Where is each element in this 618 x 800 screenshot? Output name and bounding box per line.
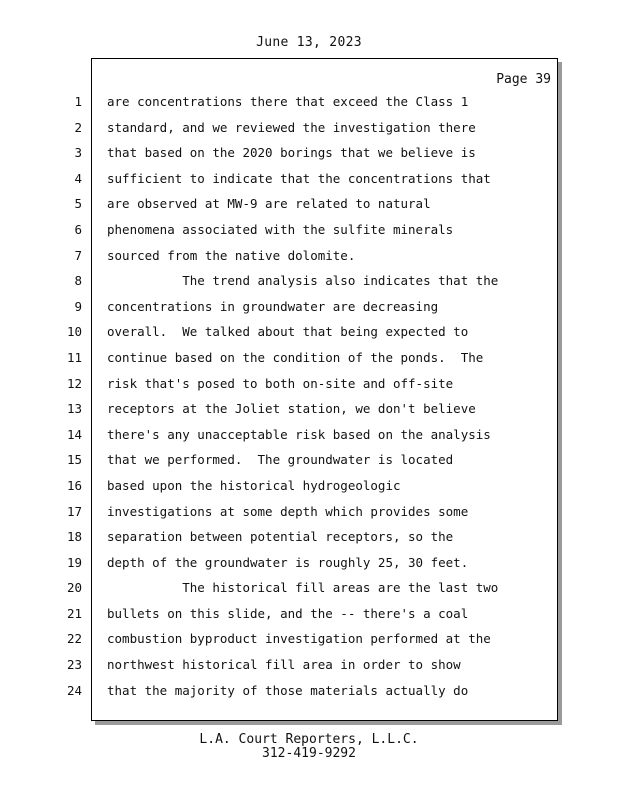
page-number: Page 39: [496, 72, 551, 87]
transcript-line: based upon the historical hydrogeologic: [107, 477, 401, 493]
line-number-column: [0, 89, 88, 703]
transcript-line: combustion byproduct investigation performed at the: [107, 631, 491, 647]
line-number: 22: [66, 631, 82, 647]
transcript-line: standard, and we reviewed the investigation there: [107, 119, 476, 135]
transcript-line: there's any unacceptable risk based on the analysis: [107, 426, 491, 442]
line-number: 11: [66, 349, 82, 365]
line-number: 12: [66, 375, 82, 391]
transcript-line: investigations at some depth which provides some: [107, 503, 469, 519]
transcript-line: sufficient to indicate that the concentrations that: [107, 170, 491, 186]
court-reporter-company: L.A. Court Reporters, L.L.C.: [199, 732, 419, 747]
transcript-line: continue based on the condition of the ponds. The: [107, 349, 484, 365]
transcript-date: June 13, 2023: [256, 35, 362, 50]
transcript-line: The historical fill areas are the last two: [107, 580, 499, 596]
transcript-line: bullets on this slide, and the -- there's a coal: [107, 605, 469, 621]
transcript-line: concentrations in groundwater are decreasing: [107, 298, 439, 314]
line-number: 23: [66, 657, 82, 673]
transcript-line: The trend analysis also indicates that the: [107, 273, 499, 289]
line-number: 3: [74, 145, 82, 161]
line-number: 5: [74, 196, 82, 212]
line-number: 13: [66, 401, 82, 417]
line-number: 17: [66, 503, 82, 519]
transcript-line: northwest historical fill area in order to show: [107, 657, 461, 673]
line-number: 24: [66, 682, 82, 698]
line-number: 9: [74, 298, 82, 314]
line-number: 8: [74, 273, 82, 289]
transcript-line: depth of the groundwater is roughly 25, 30 feet.: [107, 554, 469, 570]
line-number: 14: [66, 426, 82, 442]
transcript-line: sourced from the native dolomite.: [107, 247, 356, 263]
transcript-text-column: [107, 89, 555, 703]
transcript-line: are concentrations there that exceed the Class 1: [107, 94, 469, 109]
transcript-line: receptors at the Joliet station, we don't believe: [107, 401, 476, 417]
transcript-line: phenomena associated with the sulfite minerals: [107, 221, 454, 237]
line-number: 2: [74, 119, 82, 135]
line-number: 4: [74, 170, 82, 186]
line-number: 15: [66, 452, 82, 468]
line-number: 6: [74, 221, 82, 237]
transcript-line: separation between potential receptors, so the: [107, 529, 454, 545]
transcript-line: that based on the 2020 borings that we believe is: [107, 145, 476, 161]
transcript-line: that we performed. The groundwater is located: [107, 452, 454, 468]
line-number: 19: [66, 554, 82, 570]
line-number: 18: [66, 529, 82, 545]
court-reporter-phone: 312-419-9292: [262, 746, 356, 761]
line-number: 21: [66, 605, 82, 621]
footer: [0, 733, 618, 761]
line-number: 10: [66, 324, 82, 340]
line-number: 1: [74, 94, 82, 109]
line-number: 7: [74, 247, 82, 263]
transcript-line: are observed at MW-9 are related to natural: [107, 196, 431, 212]
transcript-line: risk that's posed to both on-site and off-site: [107, 375, 454, 391]
transcript-line: overall. We talked about that being expected to: [107, 324, 469, 340]
transcript-line: that the majority of those materials actually do: [107, 682, 469, 698]
line-number: 20: [66, 580, 82, 596]
line-number: 16: [66, 477, 82, 493]
